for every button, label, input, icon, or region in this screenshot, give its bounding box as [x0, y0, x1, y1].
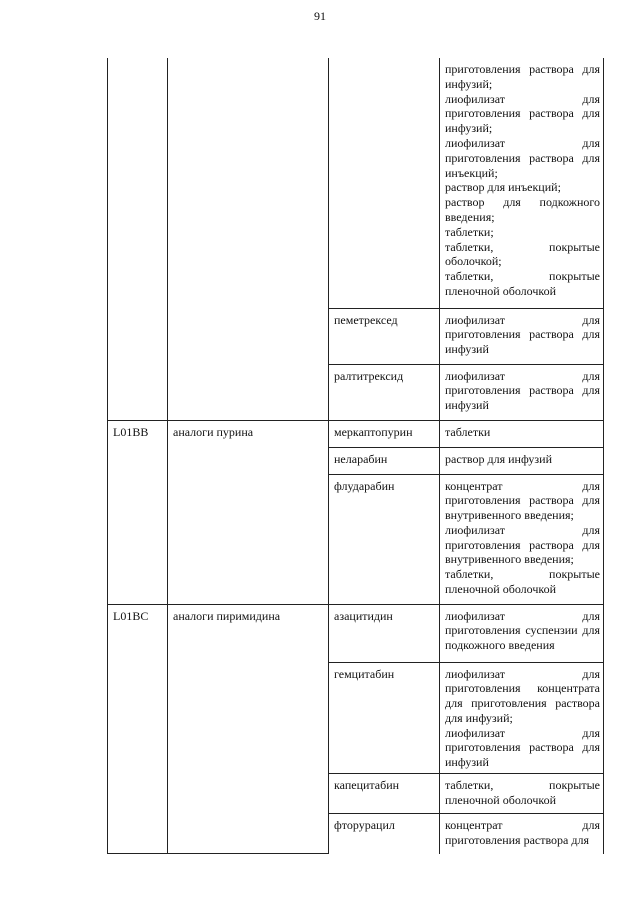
substance-cell: ралтитрексид: [329, 364, 440, 420]
atc-code-cell: L01BB: [108, 420, 168, 604]
page-number: 91: [314, 9, 326, 23]
dosage-form-cell: [440, 662, 604, 774]
dosage-form-item: таблетки, покрытые оболочкой;: [445, 239, 600, 269]
atc-group-cell: аналоги пиримидина: [168, 604, 329, 854]
dosage-form-item: таблетки, покрытые пленочной оболочкой: [445, 567, 600, 597]
substance-cell: гемцитабин: [329, 662, 440, 774]
atc-code-cell: [108, 58, 168, 420]
atc-group-cell: [168, 58, 329, 420]
dosage-form-item: лиофилизат для приготовления суспензии для подкожного введения: [445, 608, 600, 653]
dosage-form-item: таблетки: [445, 424, 491, 439]
dosage-form-cell: [440, 58, 604, 308]
dosage-form-item: лиофилизат для приготовления концентрата для приготовления раствора для инфузий;: [445, 666, 600, 725]
substance-cell: пеметрексед: [329, 308, 440, 364]
dosage-form-item: лиофилизат для приготовления раствора для инфузий: [445, 368, 600, 413]
dosage-form-item: раствор для инфузий: [445, 451, 552, 466]
substance-cell: азацитидин: [329, 604, 440, 662]
dosage-form-cell: [440, 474, 604, 604]
dosage-form-cell: [440, 774, 604, 814]
dosage-form-item: концентрат для приготовления раствора для внутривенного введения;: [445, 478, 600, 523]
dosage-form-cell: [440, 604, 604, 662]
dosage-form-item: таблетки;: [445, 224, 494, 239]
dosage-form-item: лиофилизат для приготовления раствора для внутривенного введения;: [445, 522, 600, 567]
dosage-form-item: приготовления раствора для инфузий;: [445, 62, 600, 91]
substance-cell: [329, 58, 440, 308]
substance-cell: фторурацил: [329, 814, 440, 854]
table-row: [108, 58, 604, 308]
dosage-form-item: лиофилизат для приготовления раствора для инфузий;: [445, 91, 600, 136]
dosage-form-cell: [440, 447, 604, 474]
dosage-form-item: лиофилизат для приготовления раствора для инъекций;: [445, 135, 600, 180]
dosage-form-cell: [440, 308, 604, 364]
dosage-form-cell: [440, 420, 604, 447]
table-row: [108, 604, 604, 662]
substance-cell: флударабин: [329, 474, 440, 604]
dosage-form-item: таблетки, покрытые пленочной оболочкой: [445, 778, 600, 807]
atc-code-cell: L01BC: [108, 604, 168, 854]
dosage-form-item: лиофилизат для приготовления раствора для инфузий: [445, 312, 600, 357]
table-row: [108, 420, 604, 447]
dosage-form-item: раствор для инъекций;: [445, 180, 561, 195]
substance-cell: капецитабин: [329, 774, 440, 814]
dosage-form-item: лиофилизат для приготовления раствора для инфузий: [445, 725, 600, 770]
dosage-form-item: концентрат для приготовления раствора для: [445, 818, 600, 847]
atc-group-cell: аналоги пурина: [168, 420, 329, 604]
substance-cell: меркаптопурин: [329, 420, 440, 447]
dosage-form-cell: [440, 364, 604, 420]
dosage-form-item: раствор для подкожного введения;: [445, 195, 600, 224]
dosage-form-cell: [440, 814, 604, 854]
drug-table: [107, 58, 604, 854]
substance-cell: неларабин: [329, 447, 440, 474]
dosage-form-item: таблетки, покрытые пленочной оболочкой: [445, 269, 600, 298]
